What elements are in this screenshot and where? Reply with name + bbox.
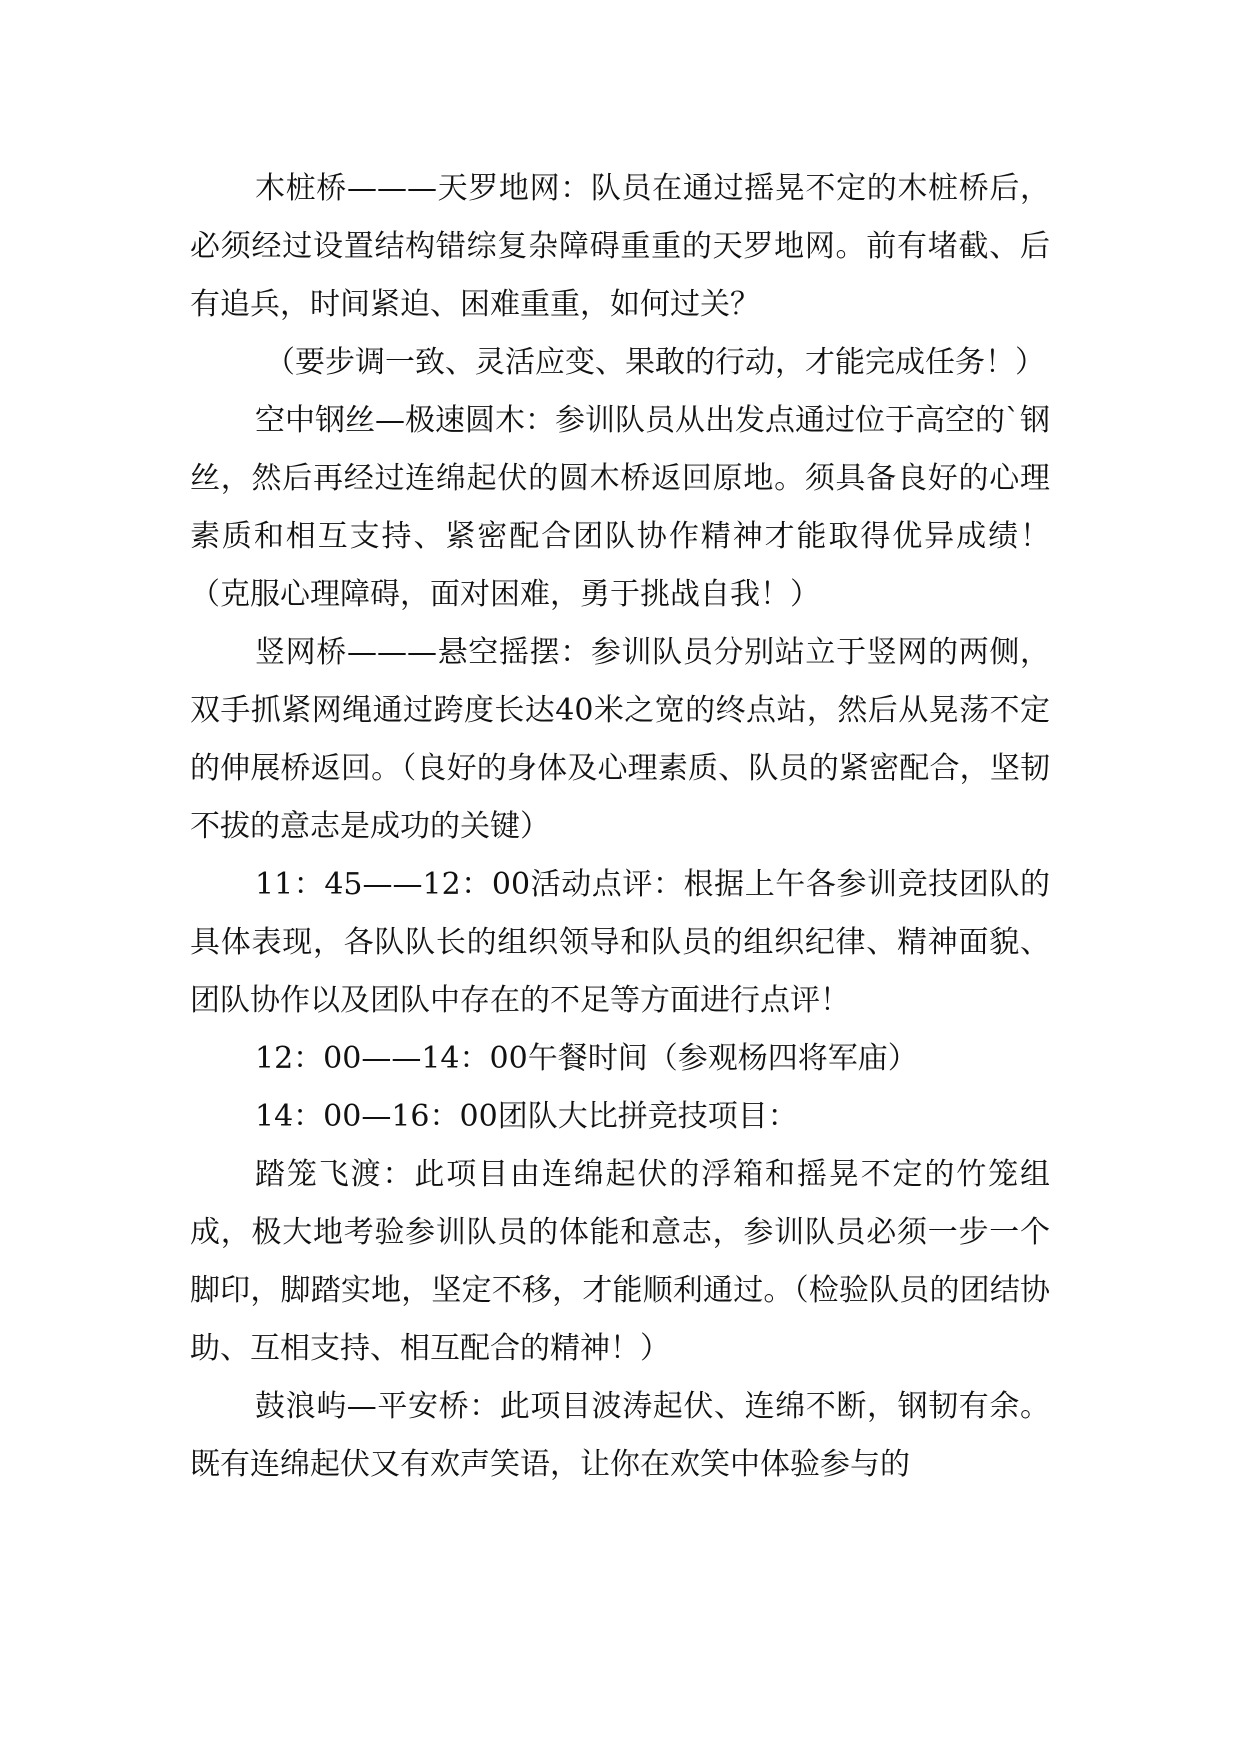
paragraph-vertical-net-bridge: 竖网桥———悬空摇摆：参训队员分别站立于竖网的两侧，双手抓紧网绳通过跨度长达40米之宽的终点站，然后从晃荡不定的伸展桥返回。（良好的身体及心理素质、队员的紧密配合，坚韧不拔的意志是成功的关键） [190,635,1050,844]
paragraph-cage-crossing: 踏笼飞渡：此项目由连绵起伏的浮箱和摇晃不定的竹笼组成，极大地考验参训队员的体能和意志，参训队员必须一步一个脚印，脚踏实地，坚定不移，才能顺利通过。（检验队员的团结协助、互相支持、相互配合的精神！） [190,1157,1050,1366]
document-body [190,160,1050,1494]
paragraph-gulangyu-bridge: 鼓浪屿—平安桥：此项目波涛起伏、连绵不断，钢韧有余。既有连绵起伏又有欢声笑语，让你在欢笑中体验参与的 [190,1389,1050,1482]
paragraph-aerial-wire: 空中钢丝—极速圆木：参训队员从出发点通过位于高空的`钢丝，然后再经过连绵起伏的圆木桥返回原地。须具备良好的心理素质和相互支持、紧密配合团队协作精神才能取得优异成绩！（克服心理障碍，面对困难，勇于挑战自我！） [190,403,1050,612]
paragraph-activity-review: 11：45——12：00活动点评：根据上午各参训竞技团队的具体表现，各队队长的组织领导和队员的组织纪律、精神面貌、团队协作以及团队中存在的不足等方面进行点评！ [190,867,1050,1018]
paragraph-wooden-pile-bridge-note: （要步调一致、灵活应变、果敢的行动，才能完成任务！） [265,345,1045,380]
paragraph-team-competition: 14：00—16：00团队大比拼竞技项目： [255,1099,798,1134]
paragraph-lunch-time: 12：00——14：00午餐时间（参观杨四将军庙） [255,1041,918,1076]
paragraph-wooden-pile-bridge: 木桩桥———天罗地网：队员在通过摇晃不定的木桩桥后，必须经过设置结构错综复杂障碍重重的天罗地网。前有堵截、后有追兵，时间紧迫、困难重重，如何过关？ [190,171,1050,322]
